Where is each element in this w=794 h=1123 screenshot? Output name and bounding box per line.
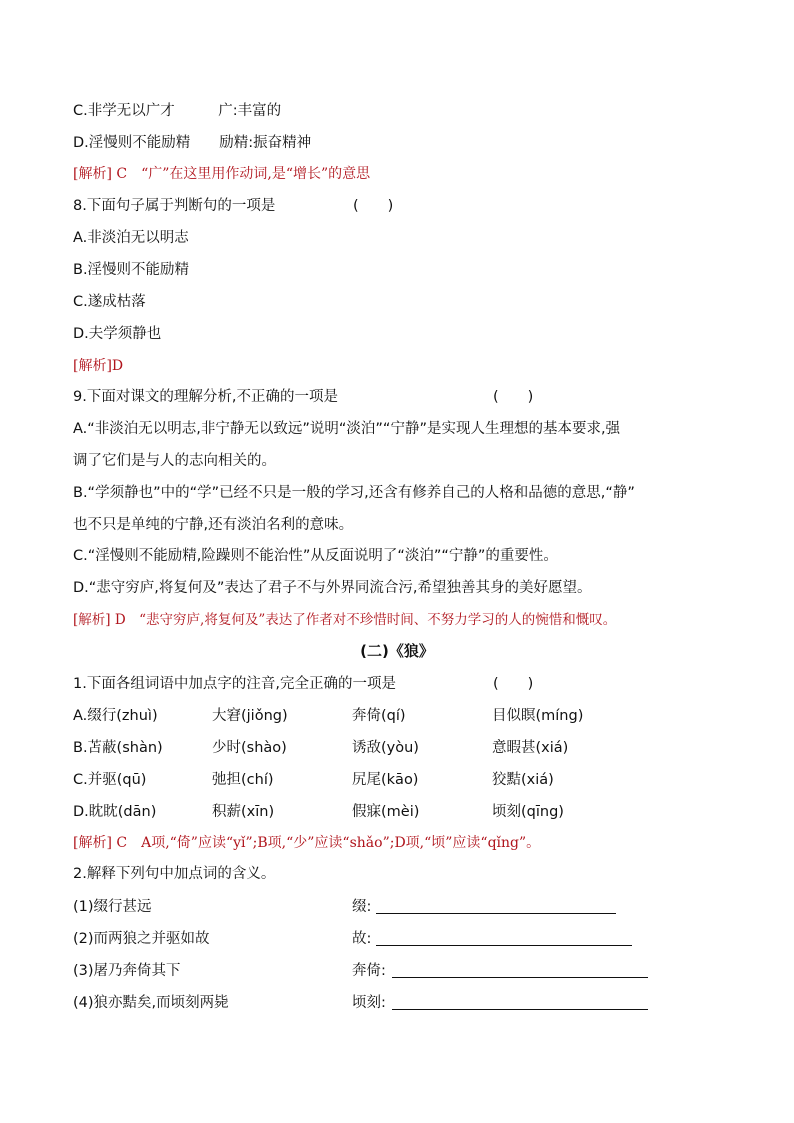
- q9-answer: [解析] D “悲守穷庐,将复何及”表达了作者对不珍惜时间、不努力学习的人的惋惜和慨叹。: [73, 612, 617, 628]
- q1-option-b-3: 诱敌(yòu): [352, 740, 419, 756]
- q1-option-c-4: 狡黠(xiá): [492, 772, 554, 788]
- q2-item4-sentence: (4)狼亦黠矣,而顷刻两毙: [73, 995, 229, 1011]
- section-title: (二)《狼》: [360, 642, 434, 660]
- q8-answer-blank: ( ): [353, 198, 394, 214]
- q2-item3-word: 奔倚:: [352, 963, 386, 979]
- q7-option-c: C.非学无以广才 广:丰富的: [73, 103, 282, 119]
- q2-stem: 2.解释下列句中加点词的含义。: [73, 866, 276, 882]
- q9-option-c: C.“淫慢则不能励精,险躁则不能治性”从反面说明了“淡泊”“宁静”的重要性。: [73, 548, 558, 564]
- q1-option-c-3: 尻尾(kāo): [352, 772, 419, 788]
- q1-option-a-2: 大窘(jiǒng): [212, 708, 288, 724]
- q2-item1-word: 缀:: [352, 899, 372, 915]
- q2-item2-sentence: (2)而两狼之并驱如故: [73, 931, 210, 947]
- q1-option-d-3: 假寐(mèi): [352, 804, 420, 820]
- q1-option-c-1: C.并驱(qū): [73, 772, 147, 788]
- q1-option-b-4: 意暇甚(xiá): [492, 740, 569, 756]
- q9-option-a-line2: 调了它们是与人的志向相关的。: [73, 453, 276, 469]
- q9-answer-blank: ( ): [493, 389, 534, 405]
- q8-option-a: A.非淡泊无以明志: [73, 230, 189, 246]
- q9-stem: [73, 387, 754, 407]
- q2-item3-answer-line[interactable]: [392, 977, 648, 978]
- q2-item1-sentence: (1)缀行甚远: [73, 899, 152, 915]
- q1-option-a-4: 目似瞑(míng): [492, 708, 584, 724]
- q8-option-d: D.夫学须静也: [73, 326, 162, 342]
- q2-item2-word: 故:: [352, 931, 372, 947]
- q1-answer-blank: ( ): [493, 676, 534, 692]
- q9-option-b-line2: 也不只是单纯的宁静,还有淡泊名利的意味。: [73, 517, 354, 533]
- q7-answer: [解析] C “广”在这里用作动词,是“增长”的意思: [73, 166, 371, 182]
- q2-item4-word: 顷刻:: [352, 995, 386, 1011]
- q1-option-d-1: D.眈眈(dān): [73, 804, 157, 820]
- q1-option-b-2: 少时(shào): [212, 740, 287, 756]
- q8-stem-text: 8.下面句子属于判断句的一项是: [73, 198, 276, 214]
- q8-option-b: B.淫慢则不能励精: [73, 262, 190, 278]
- q9-option-b-line1: B.“学须静也”中的“学”已经不只是一般的学习,还含有修养自己的人格和品德的意思,“静”: [73, 485, 635, 501]
- q1-option-b-1: B.苫蔽(shàn): [73, 740, 163, 756]
- q8-answer: [解析]D: [73, 358, 124, 374]
- q1-option-d-4: 顷刻(qīng): [492, 804, 564, 820]
- q9-stem-text: 9.下面对课文的理解分析,不正确的一项是: [73, 389, 338, 405]
- q1-stem: [73, 674, 754, 694]
- q1-option-a-1: A.缀行(zhuì): [73, 708, 158, 724]
- q1-option-d-2: 积薪(xīn): [212, 804, 275, 820]
- q2-item4-answer-line[interactable]: [392, 1009, 648, 1010]
- q1-stem-text: 1.下面各组词语中加点字的注音,完全正确的一项是: [73, 676, 396, 692]
- q2-item1-answer-line[interactable]: [376, 913, 616, 914]
- q1-answer: [解析] C A项,“倚”应读“yǐ”;B项,“少”应读“shǎo”;D项,“顷”应读“qǐng”。: [73, 835, 541, 851]
- q1-option-c-2: 弛担(chí): [212, 772, 274, 788]
- q2-item2-answer-line[interactable]: [376, 945, 632, 946]
- q9-option-d: D.“悲守穷庐,将复何及”表达了君子不与外界同流合污,希望独善其身的美好愿望。: [73, 580, 592, 596]
- q7-option-d: D.淫慢则不能励精 励精:振奋精神: [73, 135, 312, 151]
- q1-option-a-3: 奔倚(qí): [352, 708, 406, 724]
- q8-stem: [73, 196, 754, 216]
- q2-item3-sentence: (3)屠乃奔倚其下: [73, 963, 181, 979]
- q9-option-a-line1: A.“非淡泊无以明志,非宁静无以致远”说明“淡泊”“宁静”是实现人生理想的基本要求,强: [73, 421, 621, 437]
- q8-option-c: C.遂成枯落: [73, 294, 146, 310]
